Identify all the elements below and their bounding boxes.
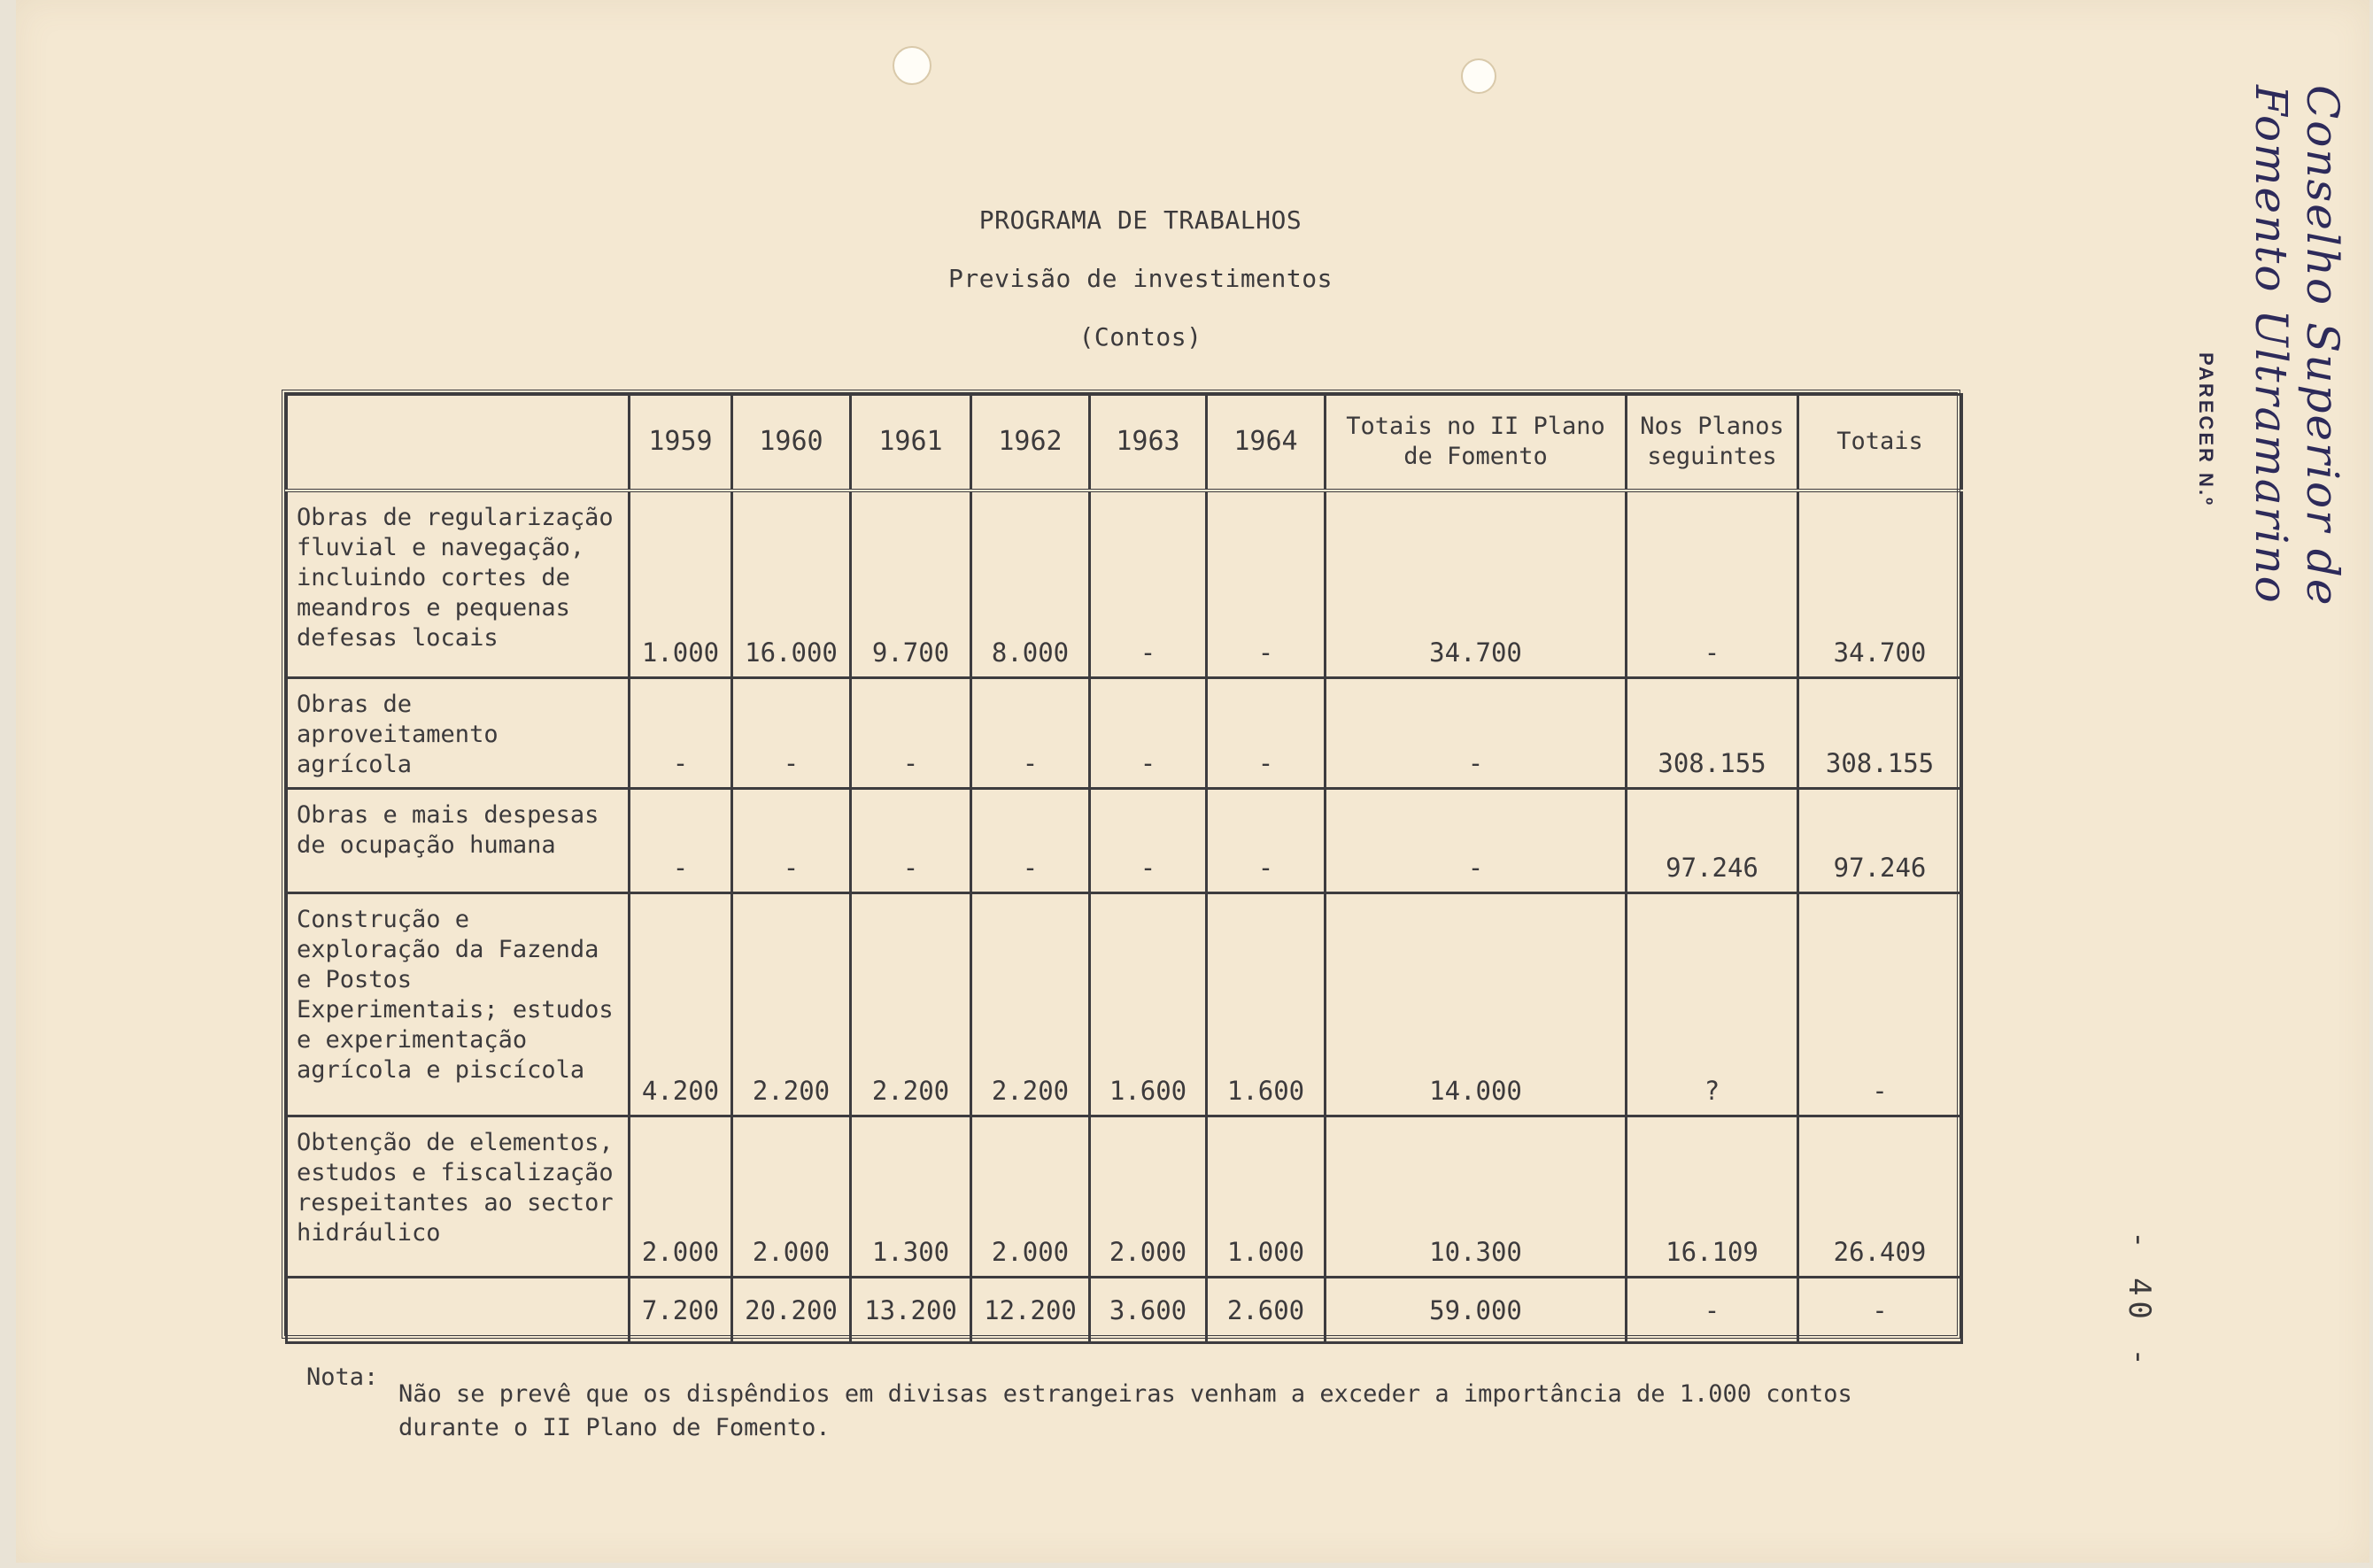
total-row bbox=[287, 1278, 1962, 1343]
table-header-row bbox=[287, 395, 1962, 490]
total-row-label bbox=[287, 1278, 630, 1343]
table-cell: - bbox=[732, 789, 851, 893]
table-cell: 308.155 bbox=[1627, 678, 1798, 789]
header-year: 1960 bbox=[732, 395, 851, 490]
total-cell: - bbox=[1798, 1278, 1962, 1343]
table-cell: - bbox=[1090, 490, 1207, 678]
table-cell: 2.000 bbox=[971, 1116, 1090, 1278]
table-cell: 16.000 bbox=[732, 490, 851, 678]
punch-hole bbox=[1461, 58, 1496, 94]
table-row bbox=[287, 490, 1962, 678]
table-cell: - bbox=[1207, 490, 1326, 678]
parecer-label: PARECER N.º bbox=[2195, 352, 2217, 508]
page-title: PROGRAMA DE TRABALHOS bbox=[978, 205, 1302, 235]
total-cell: 7.200 bbox=[630, 1278, 732, 1343]
table-cell: 2.200 bbox=[732, 893, 851, 1116]
table-cell: 1.600 bbox=[1207, 893, 1326, 1116]
total-cell: 3.600 bbox=[1090, 1278, 1207, 1343]
table-cell: - bbox=[1326, 789, 1627, 893]
table-row bbox=[287, 789, 1962, 893]
table-cell: 1.300 bbox=[851, 1116, 971, 1278]
unit-label: (Contos) bbox=[1078, 322, 1202, 351]
punch-hole bbox=[893, 46, 931, 85]
header-year: 1962 bbox=[971, 395, 1090, 490]
note-label: Nota: bbox=[306, 1363, 379, 1391]
table-cell: 2.200 bbox=[851, 893, 971, 1116]
table-cell: 4.200 bbox=[630, 893, 732, 1116]
table-cell: ? bbox=[1627, 893, 1798, 1116]
table-cell: - bbox=[1326, 678, 1627, 789]
table-cell: 9.700 bbox=[851, 490, 971, 678]
table-cell: 1.600 bbox=[1090, 893, 1207, 1116]
table-cell: - bbox=[1627, 490, 1798, 678]
row-label: Obras de regularização fluvial e navegação, incluindo cortes de meandros e pequenas defesas locais bbox=[287, 490, 630, 678]
table-cell: 1.000 bbox=[1207, 1116, 1326, 1278]
row-label: Construção e exploração da Fazenda e Postos Experimentais; estudos e experimentação agrícola e piscícola bbox=[287, 893, 630, 1116]
table-row bbox=[287, 893, 1962, 1116]
note-text: Não se prevê que os dispêndios em divisas estrangeiras venham a exceder a importância de 1.000 contos durante o II Plano de Fomento. bbox=[398, 1380, 1852, 1441]
document-page bbox=[16, 0, 2369, 1563]
table-cell: - bbox=[1090, 789, 1207, 893]
table-cell: 1.000 bbox=[630, 490, 732, 678]
investment-table bbox=[282, 390, 1960, 1339]
header-year: 1964 bbox=[1207, 395, 1326, 490]
table-cell: 2.000 bbox=[630, 1116, 732, 1278]
table-cell: - bbox=[1207, 678, 1326, 789]
table-cell: - bbox=[1090, 678, 1207, 789]
total-cell: 13.200 bbox=[851, 1278, 971, 1343]
table-cell: 97.246 bbox=[1798, 789, 1962, 893]
row-label: Obras de aproveitamento agrícola bbox=[287, 678, 630, 789]
total-cell: 59.000 bbox=[1326, 1278, 1627, 1343]
table-cell: 97.246 bbox=[1627, 789, 1798, 893]
table-cell: 26.409 bbox=[1798, 1116, 1962, 1278]
table-cell: 34.700 bbox=[1326, 490, 1627, 678]
header-next-plans: Nos Planos seguintes bbox=[1627, 395, 1798, 490]
page-subtitle: Previsão de investimentos bbox=[948, 264, 1333, 293]
table-cell: 2.200 bbox=[971, 893, 1090, 1116]
table-row bbox=[287, 678, 1962, 789]
total-cell: 20.200 bbox=[732, 1278, 851, 1343]
table-cell: - bbox=[630, 789, 732, 893]
total-cell: - bbox=[1627, 1278, 1798, 1343]
table-row bbox=[287, 1116, 1962, 1278]
page-number: - 40 - bbox=[2122, 1231, 2157, 1371]
row-label: Obras e mais despesas de ocupação humana bbox=[287, 789, 630, 893]
letterhead-title: Conselho Superior de Fomento Ultramarino bbox=[2245, 85, 2348, 607]
table-cell: 34.700 bbox=[1798, 490, 1962, 678]
header-year: 1961 bbox=[851, 395, 971, 490]
header-total-plan: Totais no II Plano de Fomento bbox=[1326, 395, 1627, 490]
table-cell: - bbox=[1798, 893, 1962, 1116]
table-cell: 2.000 bbox=[1090, 1116, 1207, 1278]
table-cell: 308.155 bbox=[1798, 678, 1962, 789]
table-cell: 2.000 bbox=[732, 1116, 851, 1278]
header-year: 1959 bbox=[630, 395, 732, 490]
table-cell: 8.000 bbox=[971, 490, 1090, 678]
header-blank bbox=[287, 395, 630, 490]
total-cell: 12.200 bbox=[971, 1278, 1090, 1343]
header-totals: Totais bbox=[1798, 395, 1962, 490]
row-label: Obtenção de elementos, estudos e fiscalização respeitantes ao sector hidráulico bbox=[287, 1116, 630, 1278]
table-cell: - bbox=[630, 678, 732, 789]
table-cell: - bbox=[971, 789, 1090, 893]
table-cell: 14.000 bbox=[1326, 893, 1627, 1116]
table-cell: - bbox=[1207, 789, 1326, 893]
table-cell: - bbox=[851, 678, 971, 789]
header-year: 1963 bbox=[1090, 395, 1207, 490]
total-cell: 2.600 bbox=[1207, 1278, 1326, 1343]
table-cell: 16.109 bbox=[1627, 1116, 1798, 1278]
table-cell: 10.300 bbox=[1326, 1116, 1627, 1278]
table-cell: - bbox=[732, 678, 851, 789]
table-cell: - bbox=[971, 678, 1090, 789]
table-cell: - bbox=[851, 789, 971, 893]
